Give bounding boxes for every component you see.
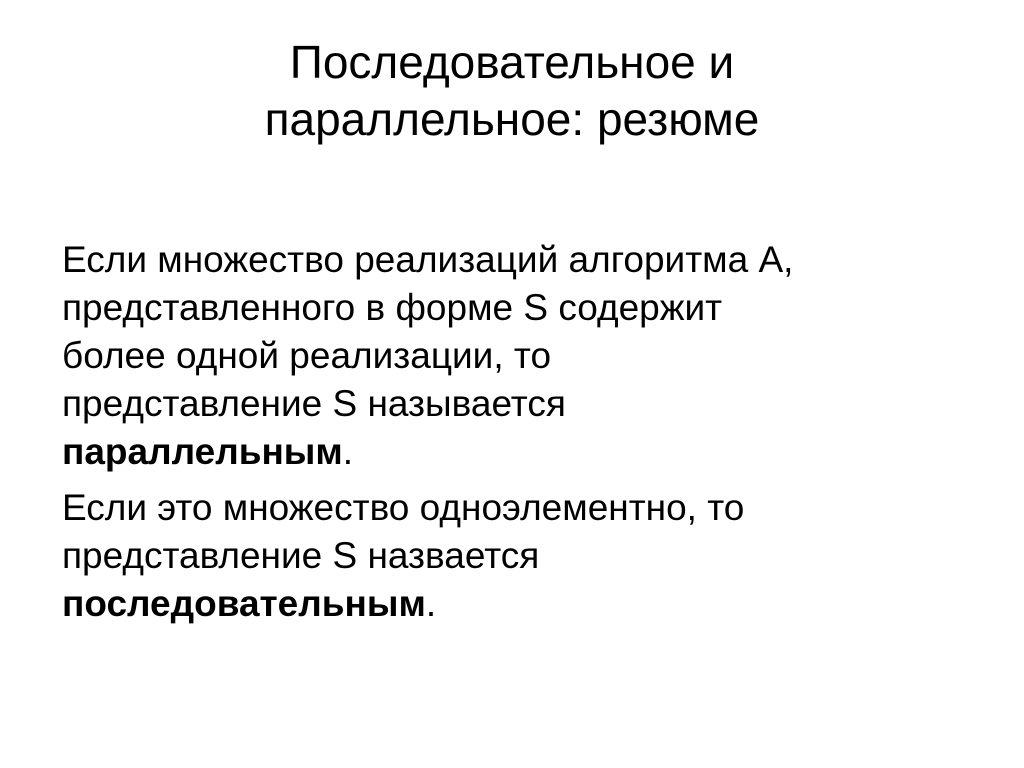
period: .: [425, 583, 437, 624]
paragraph-sequential: [62, 484, 992, 628]
paragraph-line-emphasis: [62, 580, 992, 628]
slide-title-line-2: параллельное: резюме: [264, 93, 760, 145]
slide-title: [60, 34, 964, 148]
period: .: [342, 431, 354, 472]
paragraph-line: более одной реализации, то: [62, 335, 552, 376]
emphasis-sequential: последовательным: [62, 583, 426, 624]
emphasis-parallel: параллельным: [62, 431, 343, 472]
slide-title-line-1: Последовательное и: [289, 36, 735, 88]
paragraph-line-emphasis: [62, 428, 992, 476]
paragraph-line: представление S называется: [62, 383, 566, 424]
paragraph-line: Если множество реализаций алгоритма A,: [62, 239, 794, 280]
paragraph-parallel: [62, 236, 992, 476]
slide-body: [62, 236, 992, 636]
paragraph-line: представление S назвается: [62, 535, 540, 576]
paragraph-line: Если это множество одноэлементно, то: [62, 487, 745, 528]
paragraph-line: представленного в форме S содержит: [62, 287, 723, 328]
